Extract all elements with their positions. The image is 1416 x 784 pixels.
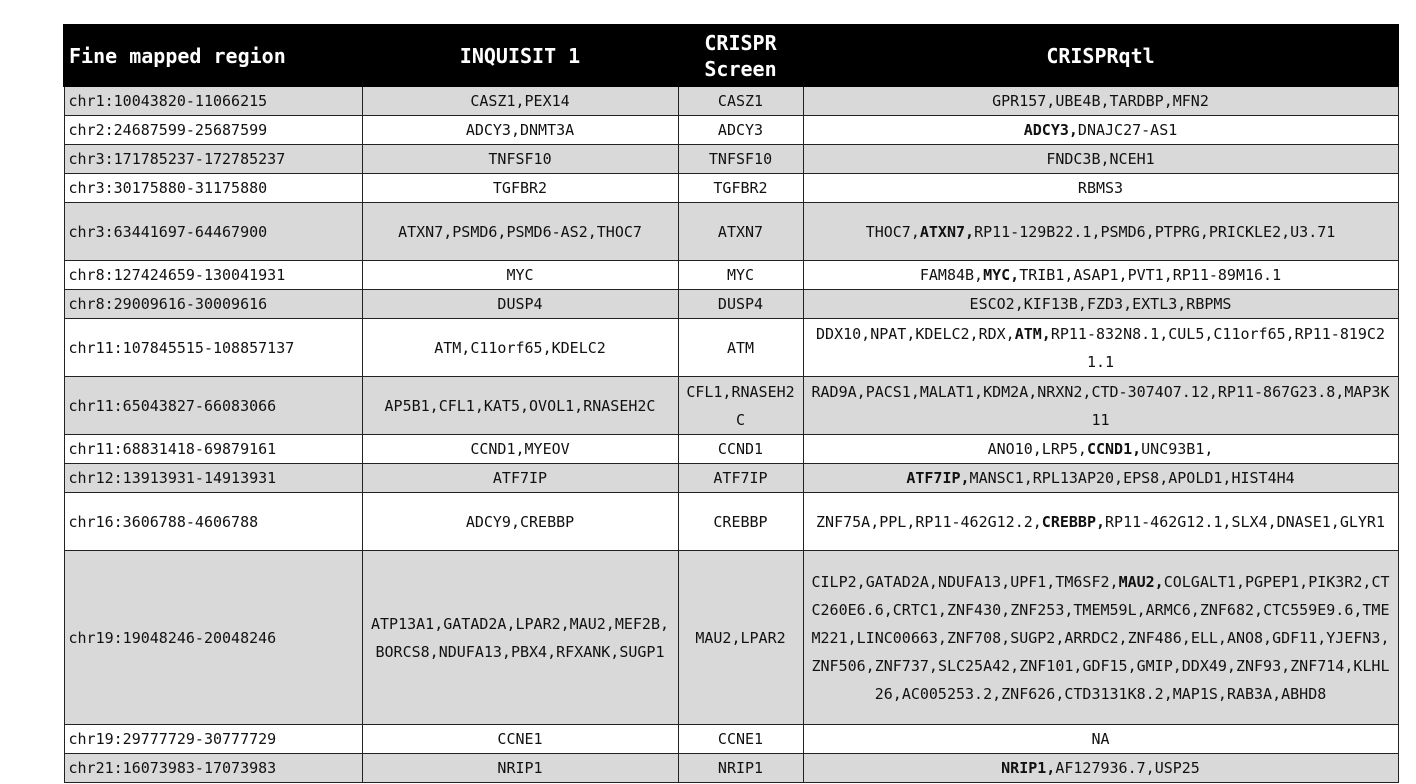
inquisit-cell: ATF7IP — [362, 464, 678, 493]
gene-table-container — [63, 24, 1397, 783]
crisprqtl-cell: RBMS3 — [803, 174, 1398, 203]
crispr-screen-cell: DUSP4 — [678, 290, 803, 319]
table-row — [64, 377, 1398, 435]
crispr-screen-cell: TGFBR2 — [678, 174, 803, 203]
crispr-screen-cell: NRIP1 — [678, 754, 803, 783]
inquisit-cell: TGFBR2 — [362, 174, 678, 203]
region-cell: chr19:29777729-30777729 — [64, 725, 362, 754]
region-cell: chr11:65043827-66083066 — [64, 377, 362, 435]
crisprqtl-cell: ZNF75A,PPL,RP11-462G12.2,CREBBP,RP11-462G12.1,SLX4,DNASE1,GLYR1 — [803, 493, 1398, 551]
region-cell: chr19:19048246-20048246 — [64, 551, 362, 725]
table-row — [64, 319, 1398, 377]
crispr-screen-cell: ADCY3 — [678, 116, 803, 145]
header-inquisit: INQUISIT 1 — [362, 25, 678, 86]
crispr-screen-cell: CFL1,RNASEH2C — [678, 377, 803, 435]
region-cell: chr3:171785237-172785237 — [64, 145, 362, 174]
inquisit-cell: ATP13A1,GATAD2A,LPAR2,MAU2,MEF2B,BORCS8,NDUFA13,PBX4,RFXANK,SUGP1 — [362, 551, 678, 725]
crisprqtl-cell: GPR157,UBE4B,TARDBP,MFN2 — [803, 86, 1398, 116]
table-row — [64, 725, 1398, 754]
inquisit-cell: AP5B1,CFL1,KAT5,OVOL1,RNASEH2C — [362, 377, 678, 435]
inquisit-cell: CCND1,MYEOV — [362, 435, 678, 464]
table-row — [64, 754, 1398, 783]
inquisit-cell: CCNE1 — [362, 725, 678, 754]
table-row — [64, 435, 1398, 464]
table-row — [64, 174, 1398, 203]
inquisit-cell: ATXN7,PSMD6,PSMD6-AS2,THOC7 — [362, 203, 678, 261]
table-row — [64, 493, 1398, 551]
crispr-screen-cell: CREBBP — [678, 493, 803, 551]
table-row — [64, 261, 1398, 290]
crisprqtl-cell: FNDC3B,NCEH1 — [803, 145, 1398, 174]
crispr-screen-cell: ATXN7 — [678, 203, 803, 261]
crispr-screen-cell: CCNE1 — [678, 725, 803, 754]
inquisit-cell: ADCY9,CREBBP — [362, 493, 678, 551]
table-row — [64, 116, 1398, 145]
crisprqtl-cell: CILP2,GATAD2A,NDUFA13,UPF1,TM6SF2,MAU2,COLGALT1,PGPEP1,PIK3R2,CTC260E6.6,CRTC1,ZNF430,ZNF253,TMEM59L,ARMC6,ZNF682,CTC559E9.6,TMEM221,LINC00663,ZNF708,SUGP2,ARRDC2,ZNF486,ELL,ANO8,GDF11,YJEFN3,ZNF506,ZNF737,SLC25A42,ZNF101,GDF15,GMIP,DDX49,ZNF93,ZNF714,KLHL26,AC005253.2,ZNF626,CTD3131K8.2,MAP1S,RAB3A,ABHD8 — [803, 551, 1398, 725]
crisprqtl-cell: ADCY3,DNAJC27-AS1 — [803, 116, 1398, 145]
crispr-screen-cell: CASZ1 — [678, 86, 803, 116]
crisprqtl-cell: NA — [803, 725, 1398, 754]
inquisit-cell: MYC — [362, 261, 678, 290]
inquisit-cell: ATM,C11orf65,KDELC2 — [362, 319, 678, 377]
header-crisprqtl: CRISPRqtl — [803, 25, 1398, 86]
table-row — [64, 203, 1398, 261]
table-row — [64, 145, 1398, 174]
inquisit-cell: TNFSF10 — [362, 145, 678, 174]
region-cell: chr12:13913931-14913931 — [64, 464, 362, 493]
inquisit-cell: DUSP4 — [362, 290, 678, 319]
region-cell: chr11:107845515-108857137 — [64, 319, 362, 377]
header-crispr-screen: CRISPR Screen — [678, 25, 803, 86]
crispr-screen-cell: ATF7IP — [678, 464, 803, 493]
crispr-screen-cell: MYC — [678, 261, 803, 290]
table-row — [64, 86, 1398, 116]
region-cell: chr16:3606788-4606788 — [64, 493, 362, 551]
inquisit-cell: CASZ1,PEX14 — [362, 86, 678, 116]
table-row — [64, 464, 1398, 493]
table-body — [64, 86, 1398, 783]
crisprqtl-cell: ANO10,LRP5,CCND1,UNC93B1, — [803, 435, 1398, 464]
crisprqtl-cell: FAM84B,MYC,TRIB1,ASAP1,PVT1,RP11-89M16.1 — [803, 261, 1398, 290]
crisprqtl-cell: NRIP1,AF127936.7,USP25 — [803, 754, 1398, 783]
region-cell: chr8:29009616-30009616 — [64, 290, 362, 319]
region-cell: chr2:24687599-25687599 — [64, 116, 362, 145]
crisprqtl-cell: THOC7,ATXN7,RP11-129B22.1,PSMD6,PTPRG,PRICKLE2,U3.71 — [803, 203, 1398, 261]
inquisit-cell: ADCY3,DNMT3A — [362, 116, 678, 145]
crisprqtl-cell: DDX10,NPAT,KDELC2,RDX,ATM,RP11-832N8.1,CUL5,C11orf65,RP11-819C21.1 — [803, 319, 1398, 377]
inquisit-cell: NRIP1 — [362, 754, 678, 783]
crisprqtl-cell: ATF7IP,MANSC1,RPL13AP20,EPS8,APOLD1,HIST4H4 — [803, 464, 1398, 493]
table-row — [64, 290, 1398, 319]
crisprqtl-cell: ESCO2,KIF13B,FZD3,EXTL3,RBPMS — [803, 290, 1398, 319]
crispr-screen-cell: ATM — [678, 319, 803, 377]
crispr-screen-cell: MAU2,LPAR2 — [678, 551, 803, 725]
region-cell: chr21:16073983-17073983 — [64, 754, 362, 783]
crisprqtl-cell: RAD9A,PACS1,MALAT1,KDM2A,NRXN2,CTD-3074O7.12,RP11-867G23.8,MAP3K11 — [803, 377, 1398, 435]
region-cell: chr8:127424659-130041931 — [64, 261, 362, 290]
table-row — [64, 551, 1398, 725]
header-row — [64, 25, 1398, 86]
crispr-screen-cell: CCND1 — [678, 435, 803, 464]
crispr-screen-cell: TNFSF10 — [678, 145, 803, 174]
region-cell: chr3:30175880-31175880 — [64, 174, 362, 203]
region-cell: chr11:68831418-69879161 — [64, 435, 362, 464]
region-cell: chr1:10043820-11066215 — [64, 86, 362, 116]
header-region: Fine mapped region — [64, 25, 362, 86]
region-cell: chr3:63441697-64467900 — [64, 203, 362, 261]
gene-table — [63, 24, 1399, 783]
